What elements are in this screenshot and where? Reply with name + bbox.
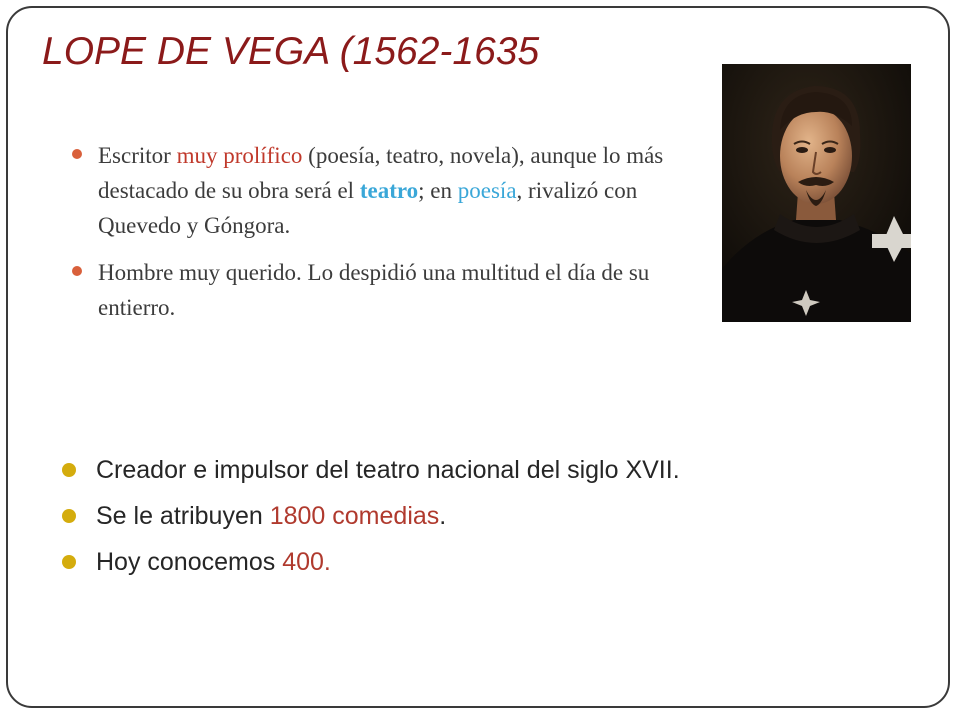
bullet-beloved-man <box>72 255 722 325</box>
bullet-dot-icon <box>72 149 82 159</box>
bullet-attributed-comedies <box>60 498 680 534</box>
text-segment: , rivalizó con Quevedo y Góngora. <box>98 178 638 238</box>
bullet-dot-icon <box>72 266 82 276</box>
text-segment: ; en <box>418 178 458 203</box>
portrait-image <box>722 64 911 322</box>
slide-title: LOPE DE VEGA (1562-1635 <box>42 30 540 73</box>
text-segment: . <box>439 502 447 530</box>
text-segment: Hombre muy querido. Lo despidió una multitud el día de su entierro. <box>98 260 650 320</box>
text-segment: Hoy conocemos <box>96 548 283 576</box>
biography-list <box>72 138 722 337</box>
highlight-1800-comedias: 1800 comedias <box>269 502 440 530</box>
bullet-prolific-writer <box>72 138 722 243</box>
highlight-teatro: teatro <box>359 178 419 203</box>
highlight-400: 400. <box>282 548 331 576</box>
text-segment: (poesía, teatro, novela), aunque lo más destacado de su obra será el <box>98 143 664 203</box>
highlight-poesia: poesía <box>457 178 517 203</box>
text-segment: Se le atribuyen <box>96 502 270 530</box>
theatre-facts-list <box>60 452 680 590</box>
text-segment: Creador e impulsor del teatro nacional del siglo XVII. <box>96 456 680 484</box>
bullet-dot-icon <box>62 463 76 477</box>
text-segment: Escritor <box>98 143 177 168</box>
highlight-muy-prolifico: muy prolífico <box>176 143 303 168</box>
bullet-national-theatre <box>60 452 680 488</box>
bullet-known-comedies <box>60 544 680 580</box>
bullet-dot-icon <box>62 509 76 523</box>
bullet-dot-icon <box>62 555 76 569</box>
